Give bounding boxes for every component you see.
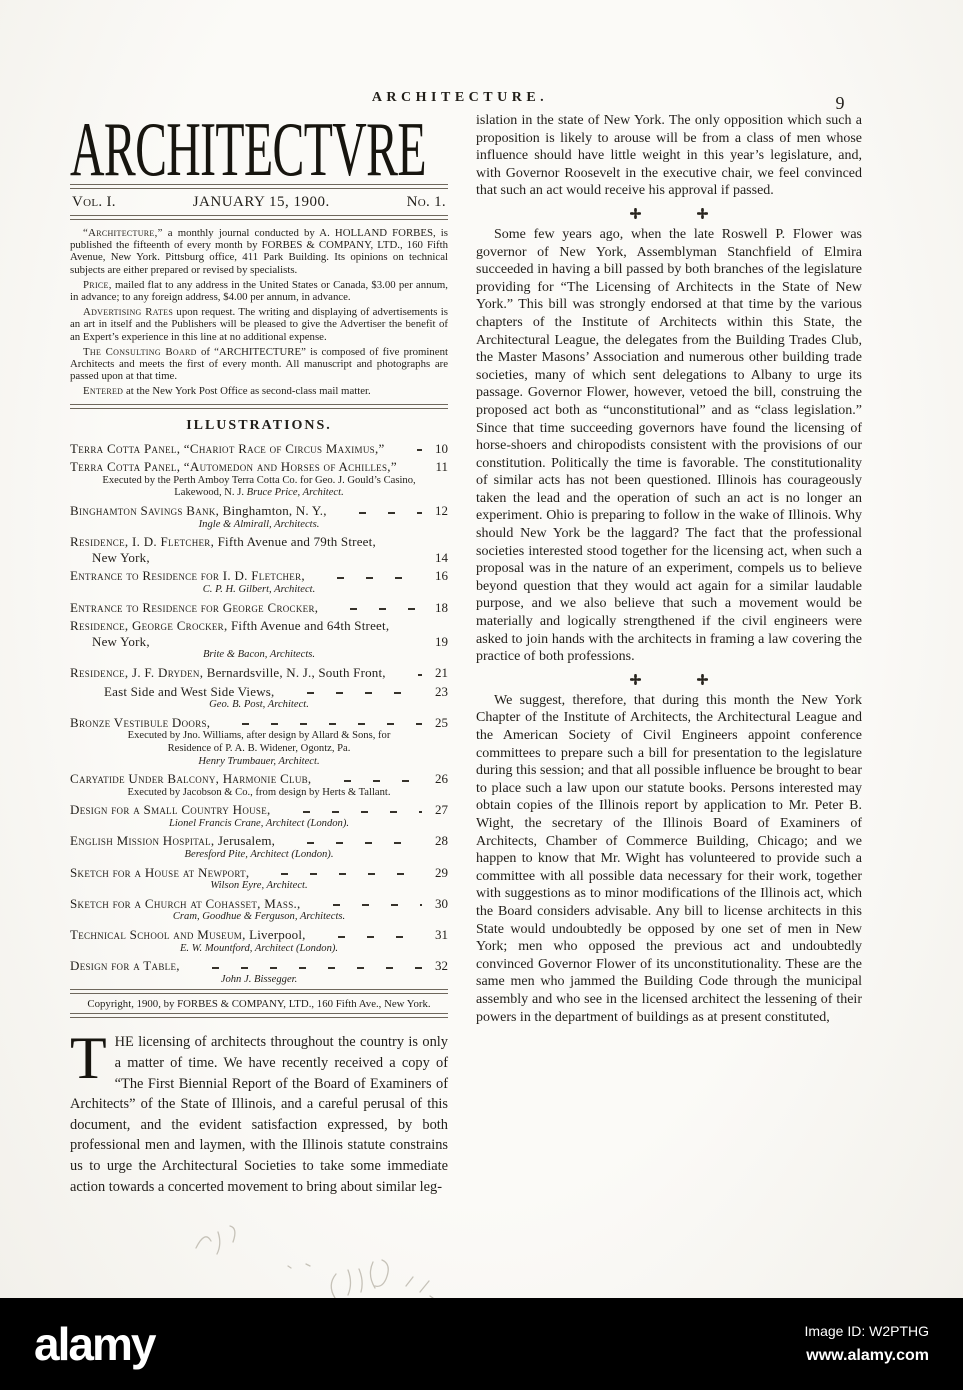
fleuron-ornament-row: [476, 208, 862, 219]
illustration-entry: [70, 958, 448, 986]
illustration-entry-line: [70, 534, 448, 565]
illustration-credit: Lakewood, N. J. Bruce Price, Architect.: [174, 487, 344, 499]
illustration-title-smallcaps: Residence, George Crocker,: [70, 618, 228, 634]
architect-name: C. P. H. Gilbert, Architect.: [202, 583, 316, 595]
illustration-title-smallcaps: Design for a Small Country House,: [70, 802, 271, 818]
illustration-entry: [70, 896, 448, 924]
page-number: 9: [835, 93, 845, 113]
illustration-title-smallcaps: Design for a Table,: [70, 958, 180, 974]
illustration-page-ref: 26: [435, 771, 448, 787]
illustration-title-smallcaps: Terra Cotta Panel, “Chariot Race of Circus Maximus,”: [70, 440, 385, 456]
copyright-line: Copyright, 1900, by FORBES & COMPANY, LTD., 160 Fifth Ave., New York.: [87, 998, 431, 1011]
architect-name: Geo. B. Post, Architect.: [209, 699, 309, 711]
illustration-title-smallcaps: Sketch for a House at Newport,: [70, 864, 250, 880]
illustration-page-ref: 10: [435, 440, 448, 456]
paragraph-flower-bill: Some few years ago, when the late Roswell P. Flower was governor of New York, Assemblyman Stanchfield of Elmira succeeded in having a bill passed by both branches of the legislature providing for “The Licensing of Architects in the State of New York.” This bill was strongly endorsed at that time by the various chapters of the Institute of Architects within this State, the Architectural League, the delegates from the Building Trades Club, the Master Masons’ Association and numerous other building trade societies, many of which sent delegations to Albany to urge its passage. Governor Flower, however, vetoed the bill, construing the proposed act both as “unconstitutional” and as “class legislation.” Since that time succeeding governors have found the licensing of horse-shoers and chiropodists consistent with the provisions of our constitution. Politically the time is favorable. The constitutionality of similar acts has not been questioned. Illinois has courageously taken the lead and the operation of such an act is no longer an experiment. Ohio is preparing to follow in the wake of Illinois. Why should New York be the laggard? The fact that the professional societies interested stood together for the licensing act, when such a proposal was in the nature of an experiment, compels us to believe beyond question that they would act again for a similar laudable purpose, and we also believe that such a movement would be materially and logically strengthened if the civil engineers were asked to join hands with the architects in framing a law covering the practice of both professions.: [476, 226, 862, 665]
masthead-title-text: ARCHITECTVRE: [70, 106, 426, 192]
dash-leader: [413, 642, 425, 644]
dash-leader: [315, 577, 422, 579]
alamy-watermark-bar: [0, 1298, 963, 1390]
alamy-image-id: Image ID: W2PTHG: [804, 1323, 929, 1339]
illustration-title: Technical School and Museum, Liverpool,: [70, 927, 306, 943]
fleuron-icon: [630, 208, 641, 219]
architect-name: Brite & Bacon, Architects.: [202, 649, 316, 661]
dash-leader: [395, 449, 422, 451]
illustration-title: Residence, George Crocker, Fifth Avenue and 64th Street, New York,: [70, 618, 390, 649]
illustration-credit: [70, 649, 448, 662]
illustration-page-ref: 32: [435, 958, 448, 974]
illustration-entry-line: [70, 896, 448, 912]
illustration-credit: [70, 818, 448, 831]
illustration-entry: [70, 771, 448, 799]
illustration-title-smallcaps: Caryatide Under Balcony, Harmonie Club,: [70, 771, 312, 787]
publication-notices: [70, 227, 448, 398]
illustration-title: [70, 568, 305, 584]
double-rule: [70, 404, 448, 409]
illustration-entry: [70, 618, 448, 662]
illustration-title: [70, 865, 249, 881]
dash-leader: [259, 873, 422, 875]
dash-leader: [281, 811, 422, 813]
illustration-credit: [70, 584, 448, 597]
dash-leader: [407, 468, 422, 470]
illustration-title: [70, 441, 385, 457]
illustration-title: English Mission Hospital, Jerusalem,: [70, 833, 276, 849]
notice-lead: “Architecture,”: [83, 227, 163, 239]
illustration-entry-line: [70, 771, 448, 787]
right-column: [476, 112, 862, 1252]
illustration-page-ref: 18: [435, 599, 448, 615]
illustration-title-smallcaps: Residence, I. D. Fletcher,: [70, 534, 215, 550]
lead-paragraph: [70, 1025, 448, 1197]
illustration-entry: [70, 684, 448, 712]
illustration-entry-line: [70, 865, 448, 881]
illustration-entry: [70, 534, 448, 565]
illustration-entry-line: [70, 958, 448, 974]
illustration-title: [70, 802, 271, 818]
alamy-logo: alamy: [34, 1318, 155, 1370]
architect-name: E. W. Mountford, Architect (London).: [179, 942, 339, 954]
illustration-entry: [70, 600, 448, 616]
illustration-entry-line: [70, 715, 448, 731]
notice-lead: Entered: [83, 385, 124, 398]
dash-leader: [220, 723, 422, 725]
architect-name: Henry Trumbauer, Architect.: [198, 755, 320, 767]
illustration-title: [70, 600, 318, 616]
publication-notice: Entered at the New York Post Office as second-class mail matter.: [83, 385, 371, 398]
dash-leader: [285, 692, 422, 694]
illustration-entry: [70, 568, 448, 596]
illustration-page-ref: 23: [435, 683, 448, 699]
illustration-entry: [70, 665, 448, 681]
masthead-title: [70, 106, 448, 192]
dash-leader: [285, 842, 422, 844]
notice-lead: Price,: [83, 278, 112, 291]
illustration-title: Binghamton Savings Bank, Binghamton, N. Y.,: [70, 503, 327, 519]
publication-notice: Price, mailed flat to any address in the United States or Canada, $3.00 per annum, in advance; to any foreign address, $4.00 per annum, in advance.: [70, 278, 448, 304]
illustration-credit: Executed by Jacobson & Co., from design by Herts & Tallant.: [127, 786, 391, 798]
illustration-entry: [70, 927, 448, 955]
illustration-entry: [70, 441, 448, 457]
illustration-title: East Side and West Side Views,: [104, 683, 275, 699]
publication-notice: Advertising Rates upon request. The writing and displaying of advertisements is an art in itself and the Publishers will be pleased to give the Advertiser the benefit of an Expert’s experience in this line at no additional expense.: [70, 306, 448, 343]
illustration-title-smallcaps: English Mission Hospital,: [70, 833, 215, 849]
architect-name: Bruce Price, Architect.: [246, 487, 344, 499]
illustration-entry-line: [70, 568, 448, 584]
illustration-title-smallcaps: Sketch for a Church at Cohasset, Mass.,: [70, 895, 301, 911]
illustration-credit: [70, 756, 448, 769]
illustration-page-ref: 16: [435, 568, 448, 584]
illustration-title-smallcaps: Bronze Vestibule Doors,: [70, 714, 211, 730]
illustration-entry-line: [70, 665, 448, 681]
illustration-page-ref: 27: [435, 802, 448, 818]
fleuron-icon: [630, 674, 641, 685]
double-rule: [70, 1013, 448, 1018]
illustration-credit: [70, 699, 448, 712]
illustration-title-smallcaps: Entrance to Residence for George Crocker,: [70, 599, 319, 615]
architect-name: Beresford Pite, Architect (London).: [184, 849, 334, 861]
illustration-entry: [70, 503, 448, 531]
dash-leader: [190, 967, 422, 969]
paragraph-suggestion: We suggest, therefore, that during this month the New York Chapter of the Institute of Architects, the Architectural League and the American Society of Civil Engineers appoint conference committees to prepare such a bill for presentation to the legislature during this session; and that all possible influence be brought to bear to place such a law upon our statute books. Persons interested may obtain copies of the Illinois report by application to Mr. Peter B. Wight, the secretary of the Illinois Board of Examiners of Architects, Chamber of Commerce Building, Chicago; and we happen to know that Mr. Wight has volunteered to provide such a committee with all possible data necessary for their work, together with suggestions as to minor modifications of the Illinois act, which the Board considers advisable. Any bill to license architects in this State would undoubtedly be opposed by one set of men in New York; men who opposed the previous act and undoubtedly convinced Governor Flower of its unconstitutionality. These are the same men who jammed the Building Code through the municipal assembly and who see in the licensed architect the lessening of their powers in the department of buildings as at present constituted,: [476, 692, 862, 1025]
illustration-page-ref: 31: [435, 927, 448, 943]
alamy-url: www.alamy.com: [806, 1347, 929, 1364]
illustrations-list: [70, 441, 448, 987]
left-column: [70, 106, 448, 1197]
illustration-entry: [70, 802, 448, 830]
illustration-title-smallcaps: Terra Cotta Panel, “Automedon and Horses of Achilles,”: [70, 459, 397, 475]
illustration-entry-line: [70, 684, 448, 700]
architect-name: Lionel Francis Crane, Architect (London).: [168, 817, 350, 829]
dash-leader: [396, 674, 422, 676]
illustration-entry-line: [70, 503, 448, 519]
publication-notice: The Consulting Board of “ARCHITECTURE” is composed of five prominent Architects and meets the first of every month. All manuscript and photographs are passed upon at that time.: [70, 345, 448, 383]
illustrations-heading: ILLUSTRATIONS.: [186, 417, 332, 433]
illustration-page-ref: 28: [435, 833, 448, 849]
running-head: ARCHITECTURE.: [371, 90, 549, 105]
architect-name: Cram, Goodhue & Ferguson, Architects.: [172, 911, 346, 923]
illustration-title: Residence, I. D. Fletcher, Fifth Avenue and 79th Street, New York,: [70, 534, 376, 565]
illustration-title: [70, 958, 180, 974]
illustration-title: [70, 459, 397, 475]
illustration-entry: [70, 833, 448, 861]
illustration-title: [70, 771, 312, 787]
dash-leader: [328, 608, 422, 610]
dash-leader: [322, 780, 423, 782]
dash-leader: [337, 512, 422, 514]
issue-date: JANUARY 15, 1900.: [192, 194, 330, 210]
illustration-credit: [70, 943, 448, 956]
illustration-entry-line: [70, 459, 448, 475]
illustration-title-smallcaps: Binghamton Savings Bank,: [70, 503, 220, 519]
publication-notice: “Architecture,” a monthly journal conducted by A. HOLLAND FORBES, is published the fifteenth of every month by FORBES & COMPANY, LTD., 160 Fifth Avenue, New York. Pittsburg office, 411 Park Building. Its opinions on technical subjects are either prepared or revised by specialists.: [70, 227, 448, 276]
illustration-title: Residence, J. F. Dryden, Bernardsville, N. J., South Front,: [70, 664, 386, 680]
illustration-entry-line: [70, 802, 448, 818]
illustration-credit: Executed by the Perth Amboy Terra Cotta Co. for Geo. J. Gould’s Casino,: [102, 474, 416, 486]
illustration-entry-line: [70, 618, 448, 649]
architect-name: Ingle & Almirall, Architects.: [198, 518, 320, 530]
dash-leader: [412, 558, 424, 560]
illustration-title-smallcaps: Entrance to Residence for I. D. Fletcher,: [70, 568, 305, 584]
paragraph-legislation: islation in the state of New York. The only opposition which such a proposition is likely to arouse will be from a class of men whose influence should have little weight in this year’s legislature, and, with Governor Roosevelt in the executive chair, we feel convinced that such an act would receive his approval if passed.: [476, 113, 862, 199]
illustration-credit: [70, 880, 448, 893]
illustration-entry: [70, 865, 448, 893]
illustration-entry: [70, 459, 448, 500]
dash-leader: [316, 936, 422, 938]
illustration-entry-line: [70, 833, 448, 849]
illustration-page-ref: 30: [435, 895, 448, 911]
illustration-title: [70, 715, 210, 731]
illustration-entry-line: [70, 927, 448, 943]
double-rule: [70, 215, 448, 220]
illustration-page-ref: 21: [435, 664, 448, 680]
illustration-page-ref: 12: [435, 503, 448, 519]
notice-lead: The Consulting Board: [83, 345, 197, 358]
architect-name: John J. Bissegger.: [220, 973, 298, 985]
fleuron-icon: [697, 208, 708, 219]
architect-name: Wilson Eyre, Architect.: [210, 880, 308, 892]
illustration-credit: [70, 911, 448, 924]
fleuron-icon: [697, 674, 708, 685]
lead-paragraph-text: HE licensing of architects throughout the country is only a matter of time. We have recently received a copy of “The First Biennial Report of the Board of Examiners of Architects” of the State of Illinois, and a careful perusal of this document, and the evident satisfaction expressed, by both professional men and laymen, with the Illinois statute constrains us to urge the Architectural Societies to take some immediate action towards a concerted movement to bring about similar leg-: [70, 1034, 448, 1195]
volume-row: [70, 189, 448, 215]
illustration-page-ref: 11: [435, 459, 448, 475]
illustration-page-ref: 25: [435, 714, 448, 730]
illustration-title: [70, 896, 301, 912]
issue-number: No. 1.: [406, 194, 446, 210]
illustration-credit: [70, 519, 448, 532]
illustration-credit: [70, 974, 448, 987]
illustration-credit: Executed by Jno. Williams, after design by Allard & Sons, for: [127, 730, 391, 742]
illustration-page-ref: 14: [435, 549, 448, 565]
illustration-credit: Residence of P. A. B. Widener, Ogontz, Pa.: [167, 742, 351, 754]
illustration-title-smallcaps: Technical School and Museum,: [70, 927, 246, 943]
illustration-entry-line: [70, 441, 448, 457]
alamy-info: [805, 1323, 929, 1365]
illustration-credit: [70, 849, 448, 862]
illustration-page-ref: 19: [435, 633, 448, 649]
illustration-entry-line: [70, 600, 448, 616]
volume-label: Vol. I.: [72, 194, 116, 210]
dash-leader: [311, 904, 422, 906]
illustration-page-ref: 29: [435, 864, 448, 880]
drop-cap: T: [70, 1025, 107, 1092]
fleuron-ornament-row: [476, 674, 862, 685]
illustration-entry: [70, 715, 448, 768]
notice-lead: Advertising Rates: [83, 306, 174, 319]
illustration-title-smallcaps: Residence, J. F. Dryden,: [70, 664, 204, 680]
